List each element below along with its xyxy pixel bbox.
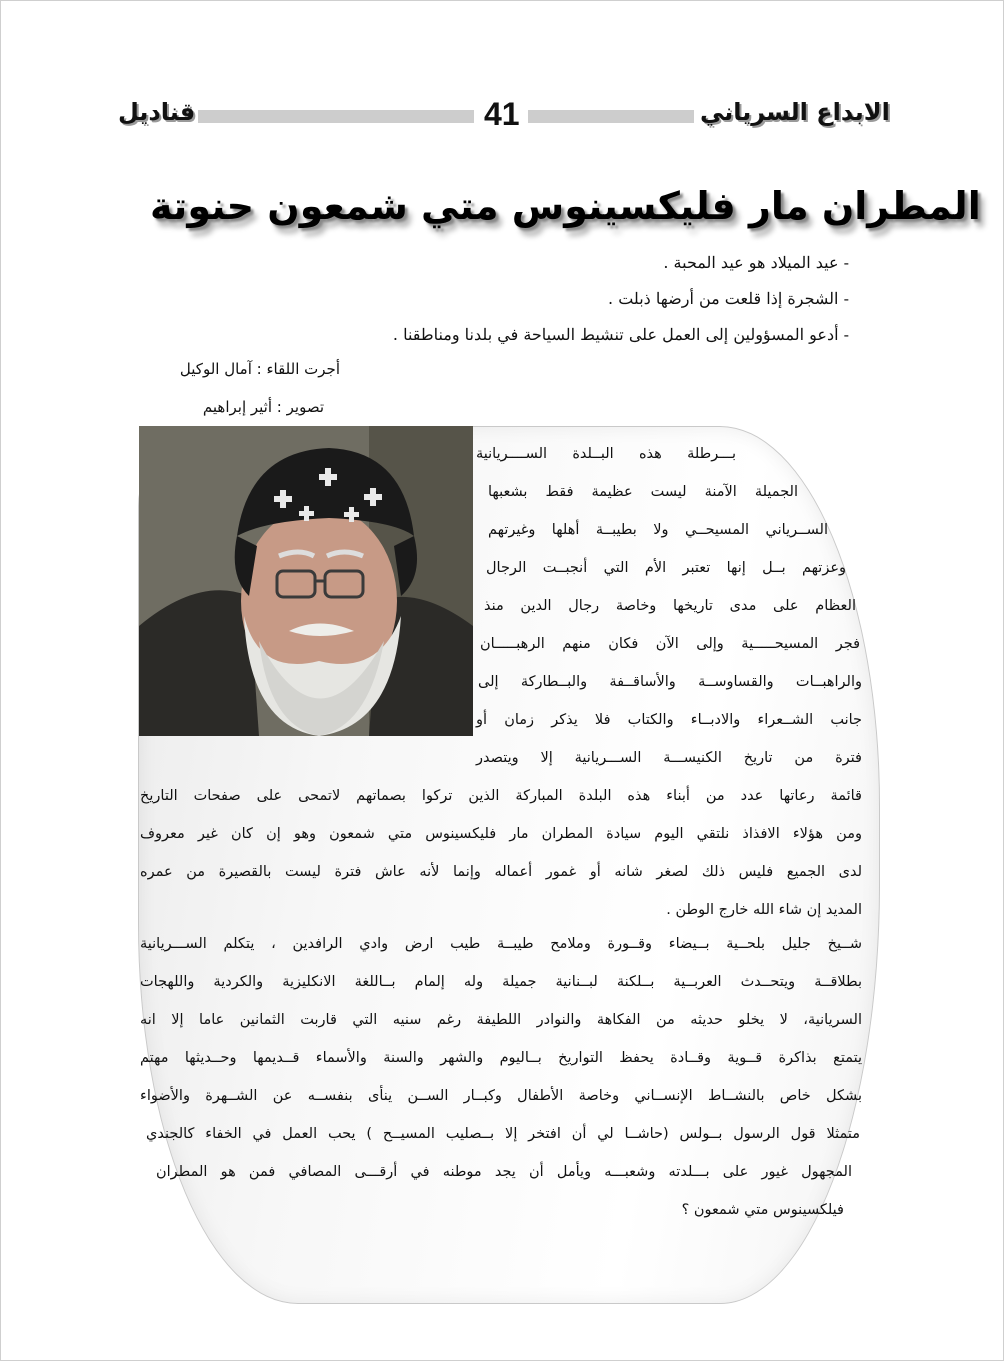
body-line: بشكل خاص بالنشــاط الإنســاني وخاصة الأطفال وكبــار الســن ينأى بنفســه عن الشــهرة والأضواء	[140, 1088, 862, 1104]
bullet-item: - الشجرة إذا قلعت من أرضها ذبلت .	[608, 289, 849, 308]
page-number: 41	[484, 96, 520, 132]
bullet-item: - أدعو المسؤولين إلى العمل على تنشيط السياحة في بلدنا ومناطقنا .	[392, 325, 849, 344]
body-line: بطلاقــة ويتحــدث العربــية بــلكنة لبــنانية جميلة وله إلمام بــاللغة الانكليزية والكردية واللهجات	[140, 974, 862, 990]
body-line: العظام على مدى تاريخها وخاصة رجال الدين منذ	[484, 598, 856, 614]
body-line: الســرياني المسيحــي ولا بطيبــة أهلها وغيرتهم	[488, 522, 828, 538]
body-line: يتمتع بذاكرة قــوية وقــادة يحفظ التواريخ بــاليوم والشهر والسنة والأسماء قــديمها وحــديثها مهتم	[140, 1050, 862, 1066]
body-line: الجميلة الآمنة ليست عظيمة فقط بشعبها	[488, 484, 798, 500]
portrait-photo	[139, 426, 473, 736]
body-line: شــيخ جليل بلحــية بــيضاء وقــورة وملامح طيبــة طيب ارض وادي الرافدين ، يتكلم الســـريانية	[140, 936, 862, 952]
body-line: فجر المسيحـــــية وإلى الآن فكان منهم الرهبـــــان	[480, 636, 860, 652]
body-line: والراهبــات والقساوســة والأساقــفة والبــطاركة إلى	[478, 674, 862, 690]
magazine-title: الابداع السرياني	[700, 98, 890, 126]
photo-credit: تصوير : أثير إبراهيم	[202, 398, 324, 416]
body-line: فيلكسينوس متي شمعون ؟	[681, 1202, 844, 1218]
header-rule-left	[198, 110, 474, 123]
bullet-item: - عيد الميلاد هو عيد المحبة .	[663, 253, 849, 272]
body-line: فترة من تاريخ الكنيســـة الســـريانية إلا ويتصدر	[476, 750, 862, 766]
portrait-illustration	[139, 426, 473, 736]
interview-credit: أجرت اللقاء : آمال الوكيل	[179, 360, 340, 378]
body-line: جانب الشــعراء والادبــاء والكتاب فلا يذكر زمان أو	[476, 712, 862, 728]
body-line: ومن هؤلاء الافذاذ نلتقي اليوم سيادة المطران مار فليكسينوس متي شمعون وهو إن كان غير معروف	[140, 826, 862, 842]
body-line: قائمة رعاتها عدد من أبناء هذه البلدة المباركة الذين تركوا بصماتهم لاتمحى على صفحات التاريخ	[140, 788, 862, 804]
body-line: متمثلا قول الرسول بــولس (حاشــا لي أن افتخر إلا بــصليب المسيــح ) يحب العمل في الخفاء كالجندي	[146, 1126, 860, 1142]
body-line: المجهول غيور على بـــلدته وشعبـــه ويأمل أن يجد موطنه في أرقـــى المصافي فمن هو المطران	[156, 1164, 852, 1180]
highlight-bullets	[149, 250, 849, 358]
body-line: بـــرطلة هذه البــلدة الســــريانية	[476, 446, 736, 462]
article-title: المطران مار فليكسينوس متي شمعون حنوتة	[150, 184, 981, 228]
body-line: لدى الجميع فليس ذلك لصغر شانه أو غمور أعماله وإنما لأنه عاش فترة ليست بالقصيرة من عمره	[140, 864, 862, 880]
body-line: وعزتهم بــل إنها تعتبر الأم التي أنجبــت الرجال	[486, 560, 846, 576]
header-rule-right	[528, 110, 694, 123]
section-title: قناديل	[118, 98, 196, 126]
body-line: المديد إن شاء الله خارج الوطن .	[666, 902, 862, 918]
body-line: السريانية، لا يخلو حديثه من الفكاهة والنوادر اللطيفة رغم سنيه التي قاربت الثمانين عاما إلا انه	[140, 1012, 862, 1028]
